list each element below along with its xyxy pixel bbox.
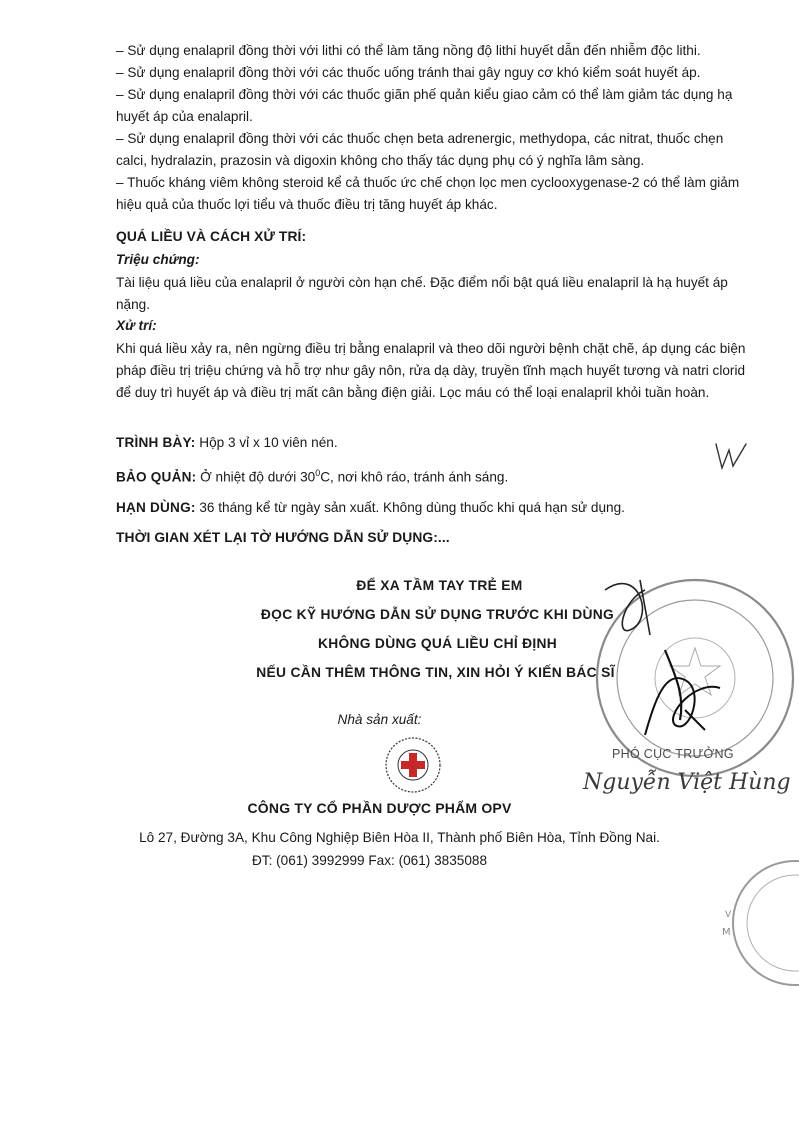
shelf-life-value: 36 tháng kể từ ngày sản xuất. Không dùng thuốc khi quá hạn sử dụng. (195, 500, 625, 515)
company-phone-fax: ĐT: (061) 3992999 Fax: (061) 3835088 (251, 853, 488, 868)
warning-no-overdose: KHÔNG DÙNG QUÁ LIỀU CHỈ ĐỊNH (317, 636, 558, 651)
company-address: Lô 27, Đường 3A, Khu Công Nghiệp Biên Hòa II, Thành phố Biên Hòa, Tỉnh Đồng Nai. (139, 830, 660, 845)
treatment-label: Xử trí: (116, 318, 157, 333)
manufacturer-label: Nhà sản xuất: (337, 712, 422, 727)
interaction-item: – Sử dụng enalapril đồng thời với các thuốc chẹn beta adrenergic, methydopa, các nitrat, thuốc chẹn calci, hydralazin, prazosin và digoxin không cho thấy tác dụng phụ có ý nghĩa lâm sàng. (116, 131, 724, 168)
symptoms-text (116, 272, 756, 316)
interaction-item: – Sử dụng enalapril đồng thời với lithi có thể làm tăng nồng độ lithi huyết dẫn đến nhiễm độc lithi. (116, 43, 701, 58)
presentation-label: TRÌNH BÀY: (116, 435, 196, 450)
shelf-life-line (116, 500, 625, 515)
storage-value-rest: C, nơi khô ráo, tránh ánh sáng. (320, 469, 509, 485)
shelf-life-label: HẠN DÙNG: (116, 500, 196, 515)
stamp-signer: Nguyễn Việt Hùng (583, 770, 791, 795)
symptoms-paragraph: Tài liệu quá liều của enalapril ở người còn hạn chế. Đặc điểm nổi bật quá liều enalapril là hạ huyết áp nặng. (116, 275, 728, 312)
interaction-item: – Sử dụng enalapril đồng thời với các thuốc uống tránh thai gây nguy cơ khó kiểm soát huyết áp. (116, 65, 701, 80)
treatment-paragraph: Khi quá liều xảy ra, nên ngừng điều trị bằng enalapril và theo dõi người bệnh chặt chẽ, áp dụng các biện pháp điều trị triệu chứng và hỗ trợ như gây nôn, rửa dạ dày, truyền tĩnh mạch huyết tương và natri clorid để duy trì huyết áp và điều trị mất cân bằng điện giải. Lọc máu có thể loại enalapril khỏi tuần hoàn. (116, 341, 746, 400)
company-name: CÔNG TY CỔ PHẦN DƯỢC PHẨM OPV (247, 800, 512, 816)
presentation-line (116, 435, 338, 450)
initials-mark (712, 440, 752, 474)
company-logo (383, 735, 443, 795)
treatment-text (116, 338, 756, 404)
stamp-title: PHÓ CỤC TRƯỞNG (612, 747, 734, 761)
overdose-heading: QUÁ LIỀU VÀ CÁCH XỬ TRÍ: (116, 229, 307, 244)
symptoms-label: Triệu chứng: (116, 252, 200, 267)
interaction-item: – Thuốc kháng viêm không steroid kể cả thuốc ức chế chọn lọc men cyclooxygenase-2 có thể làm giảm hiệu quả của thuốc lợi tiểu và thuốc điều trị tăng huyết áp khác. (116, 175, 740, 212)
svg-text:M: M (722, 927, 731, 938)
storage-degree: 0 (315, 468, 321, 478)
storage-line (116, 468, 508, 485)
storage-value: Ở nhiệt độ dưới 30 (196, 469, 316, 485)
interactions-list (116, 40, 756, 216)
review-time-heading: THỜI GIAN XÉT LẠI TỜ HƯỚNG DẪN SỬ DỤNG:... (116, 530, 450, 545)
warning-keep-away: ĐỂ XA TẦM TAY TRẺ EM (356, 578, 523, 593)
warning-read-instructions: ĐỌC KỸ HƯỚNG DẪN SỬ DỤNG TRƯỚC KHI DÙNG (260, 607, 615, 622)
warning-ask-doctor: NẾU CẦN THÊM THÔNG TIN, XIN HỎI Ý KIẾN BÁC SĨ (256, 665, 615, 680)
presentation-value: Hộp 3 vỉ x 10 viên nén. (195, 435, 338, 450)
partial-stamp (700, 855, 799, 995)
svg-text:V: V (725, 910, 732, 920)
storage-label: BẢO QUẢN: (116, 469, 197, 485)
interaction-item: – Sử dụng enalapril đồng thời với các thuốc giãn phế quản kiểu giao cảm có thể làm giảm tác dụng hạ huyết áp của enalapril. (116, 87, 733, 124)
